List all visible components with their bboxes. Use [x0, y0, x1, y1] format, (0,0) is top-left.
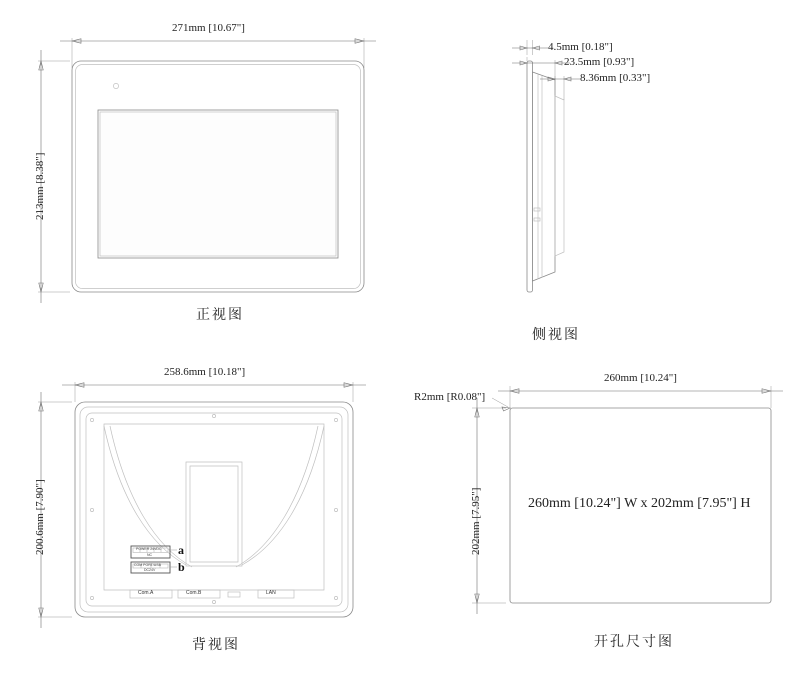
cutout-width-dimension-label: 260mm [10.24"] — [604, 372, 677, 384]
front-view-caption: 正视图 — [196, 308, 244, 323]
back-block-label-power: POWER 24VDC — [136, 547, 162, 551]
back-block-label-nc: NC — [147, 553, 153, 557]
side-dimension-label-2: 23.5mm [0.93"] — [564, 56, 635, 68]
back-block-label-comport: COM PORT/USB — [134, 563, 161, 567]
front-width-dimension-label: 271mm [10.67"] — [172, 22, 245, 34]
back-view-panel — [0, 350, 400, 681]
back-port-label-coma: Com.A — [138, 590, 154, 596]
cutout-radius-note: R2mm [R0.08"] — [414, 391, 486, 403]
cutout-view-panel — [400, 350, 799, 681]
cutout-view-caption: 开孔尺寸图 — [594, 635, 674, 650]
front-view-drawing — [0, 0, 400, 340]
back-width-dimension-label: 258.6mm [10.18"] — [164, 366, 246, 378]
back-view-caption: 背视图 — [192, 638, 240, 653]
back-view-drawing — [0, 350, 400, 681]
back-block-label-dc24v: DC24V — [144, 568, 156, 572]
side-view-caption: 侧视图 — [532, 328, 580, 343]
back-marker-a: a — [178, 543, 184, 557]
side-view-panel — [460, 0, 799, 343]
front-view-panel — [0, 0, 400, 340]
back-marker-b: b — [178, 560, 185, 574]
back-port-label-comb: Com.B — [186, 590, 202, 596]
cutout-inner-text: 260mm [10.24"] W x 202mm [7.95"] H — [528, 496, 751, 511]
side-dimension-label-3: 8.36mm [0.33"] — [580, 72, 651, 84]
front-height-dimension-label: 213mm [8.38"] — [34, 152, 46, 220]
cutout-height-dimension-label: 202mm [7.95"] — [470, 487, 482, 555]
side-dimension-label-1: 4.5mm [0.18"] — [548, 41, 613, 53]
back-port-label-lan: LAN — [266, 590, 276, 596]
back-height-dimension-label: 200.6mm [7.90"] — [34, 479, 46, 555]
side-view-drawing — [460, 0, 799, 340]
